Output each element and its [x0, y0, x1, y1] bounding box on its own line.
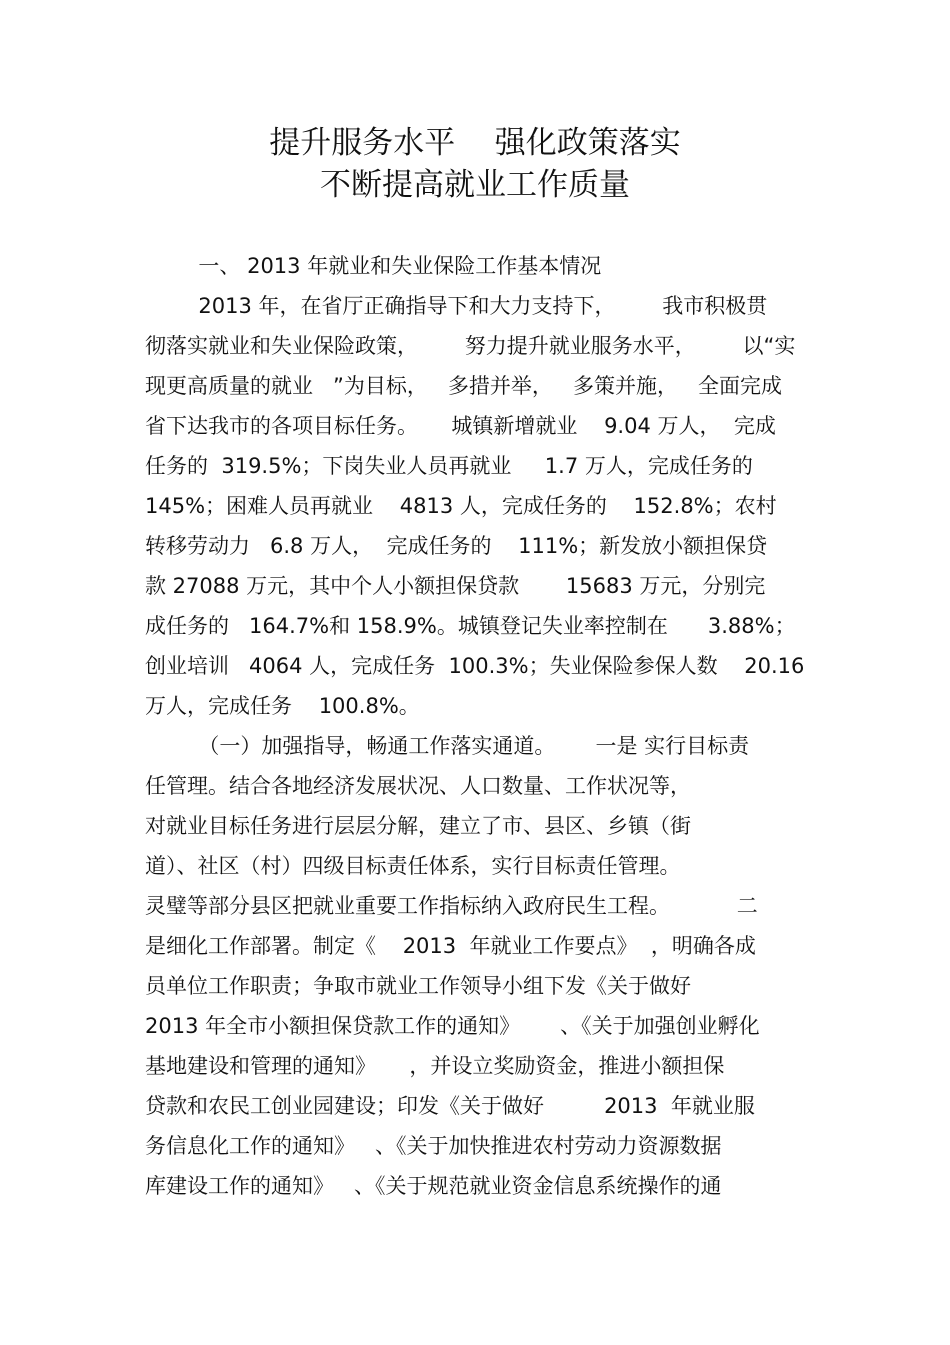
body-line: 贷款和农民工创业园建设；印发《关于做好 2013 年就业服 — [145, 1094, 755, 1118]
body-line: 2013 年全市小额担保贷款工作的通知》 、《关于加强创业孵化 — [145, 1014, 760, 1038]
body-line: （一）加强指导，畅通工作落实通道。 一是 实行目标责 — [145, 734, 750, 758]
body-line: 任务的 319.5%；下岗失业人员再就业 1.7 万人，完成任务的 — [145, 454, 753, 478]
body-line: 灵璧等部分县区把就业重要工作指标纳入政府民生工程。 二 — [145, 894, 758, 918]
body-line: 员单位工作职责；争取市就业工作领导小组下发《关于做好 — [145, 974, 691, 998]
body-line: 省下达我市的各项目标任务。 城镇新增就业 9.04 万人， 完成 — [145, 414, 776, 438]
body-line: 任管理。结合各地经济发展状况、人口数量、工作状况等， — [145, 774, 691, 798]
section-heading: 一、 2013 年就业和失业保险工作基本情况 — [145, 254, 602, 278]
body-line: 成任务的 164.7%和 158.9%。城镇登记失业率控制在 3.88%； — [145, 614, 796, 638]
body-line: 务信息化工作的通知》 、《关于加快推进农村劳动力资源数据 — [145, 1134, 722, 1158]
body-line: 现更高质量的就业 ”为目标， 多措并举， 多策并施， 全面完成 — [145, 374, 782, 398]
document-title-line-1: 提升服务水平 强化政策落实 — [269, 125, 681, 161]
body-line: 万人，完成任务 100.8%。 — [145, 694, 420, 718]
body-line: 基地建设和管理的通知》 ，并设立奖励资金，推进小额担保 — [145, 1054, 725, 1078]
body-line: 转移劳动力 6.8 万人， 完成任务的 111%；新发放小额担保贷 — [145, 534, 768, 558]
document-title-line-2: 不断提高就业工作质量 — [320, 167, 630, 203]
body-line: 款 27088 万元，其中个人小额担保贷款 15683 万元，分别完 — [145, 574, 766, 598]
body-line: 对就业目标任务进行层层分解，建立了市、县区、乡镇（街 — [145, 814, 691, 838]
body-line: 145%；困难人员再就业 4813 人，完成任务的 152.8%；农村 — [145, 494, 777, 518]
body-line: 彻落实就业和失业保险政策， 努力提升就业服务水平， 以“实 — [145, 334, 796, 358]
body-line: 库建设工作的通知》 、《关于规范就业资金信息系统操作的通 — [145, 1174, 722, 1198]
body-line: 是细化工作部署。制定《 2013 年就业工作要点》 ，明确各成 — [145, 934, 756, 958]
body-line: 创业培训 4064 人，完成任务 100.3%；失业保险参保人数 20.16 — [145, 654, 805, 678]
body-line: 2013 年，在省厅正确指导下和大力支持下， 我市积极贯 — [145, 294, 768, 318]
body-line: 道）、社区（村）四级目标责任体系，实行目标责任管理。 — [145, 854, 681, 878]
